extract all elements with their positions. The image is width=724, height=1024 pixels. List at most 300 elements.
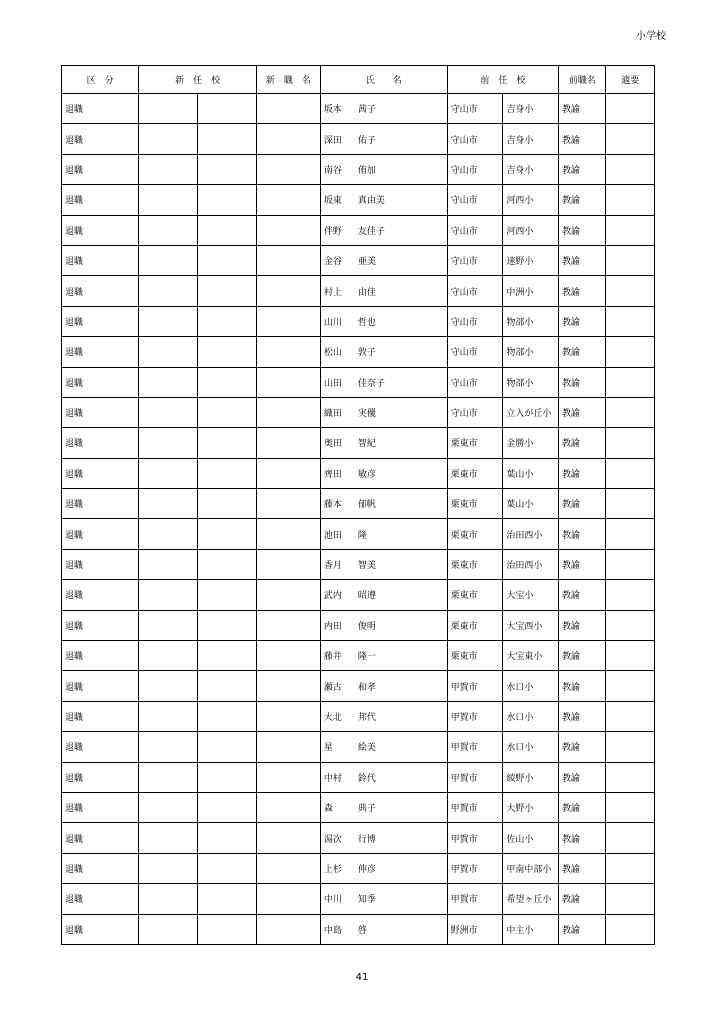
cell-kubun: 退職 [62,397,139,427]
cell-name [320,732,447,762]
cell-prev-city: 甲賀市 [447,762,503,792]
cell-name [320,337,447,367]
cell-name [320,185,447,215]
cell-name [320,671,447,701]
header-prev-school: 前 任 校 [447,66,558,94]
cell-kubun: 退職 [62,428,139,458]
given-name: 昭遵 [357,591,376,602]
given-name: 真由美 [357,196,385,207]
cell-new-school-city [139,549,198,579]
cell-notes [606,914,655,944]
cell-new-position [256,823,320,853]
cell-kubun: 退職 [62,914,139,944]
cell-name [320,884,447,914]
given-name: 敏彦 [357,469,376,480]
table-row [62,124,655,154]
cell-new-position [256,245,320,275]
surname: 藤井 [323,652,342,663]
cell-new-position [256,914,320,944]
surname: 奥田 [323,439,342,450]
table-row [62,337,655,367]
surname: 伴野 [323,226,342,237]
cell-new-position [256,519,320,549]
cell-name [320,94,447,124]
cell-new-school-name [198,306,257,336]
cell-notes [606,306,655,336]
cell-prev-position: 教諭 [559,154,606,184]
cell-name [320,701,447,731]
given-name: 亜美 [357,257,376,268]
cell-prev-position: 教諭 [559,580,606,610]
table-row [62,367,655,397]
cell-new-school-name [198,701,257,731]
cell-new-school-city [139,185,198,215]
cell-prev-school: 大宝小 [503,580,559,610]
cell-prev-school: 中洲小 [503,276,559,306]
cell-prev-school: 立入が丘小 [503,397,559,427]
cell-notes [606,853,655,883]
cell-new-position [256,641,320,671]
personnel-table [61,65,655,945]
given-name: 郁帆 [357,500,376,511]
table-row [62,306,655,336]
cell-prev-school: 大宝西小 [503,610,559,640]
cell-prev-school: 葉山小 [503,489,559,519]
cell-prev-position: 教諭 [559,306,606,336]
cell-new-position [256,94,320,124]
cell-notes [606,94,655,124]
cell-notes [606,641,655,671]
surname: 瀬古 [323,682,342,693]
cell-name [320,215,447,245]
cell-prev-school: 葉山小 [503,458,559,488]
table-row [62,276,655,306]
cell-notes [606,701,655,731]
table-row [62,792,655,822]
cell-prev-position: 教諭 [559,914,606,944]
cell-prev-city: 栗東市 [447,610,503,640]
surname: 星 [323,743,333,754]
cell-new-school-name [198,397,257,427]
cell-prev-position: 教諭 [559,549,606,579]
cell-prev-city: 守山市 [447,245,503,275]
cell-prev-school: 物部小 [503,367,559,397]
cell-prev-position: 教諭 [559,215,606,245]
cell-prev-position: 教諭 [559,276,606,306]
cell-prev-school: 河西小 [503,215,559,245]
table-row [62,94,655,124]
cell-notes [606,124,655,154]
given-name: 茜子 [357,105,376,116]
cell-prev-position: 教諭 [559,610,606,640]
cell-new-school-name [198,215,257,245]
surname: 織田 [323,409,342,420]
cell-name [320,641,447,671]
cell-new-school-city [139,884,198,914]
cell-new-position [256,337,320,367]
given-name: 友佳子 [357,226,385,237]
cell-new-school-name [198,580,257,610]
cell-new-school-city [139,94,198,124]
cell-new-school-name [198,884,257,914]
cell-prev-city: 守山市 [447,154,503,184]
cell-new-position [256,580,320,610]
cell-prev-school: 河西小 [503,185,559,215]
cell-prev-position: 教諭 [559,671,606,701]
cell-new-school-city [139,276,198,306]
cell-name [320,276,447,306]
cell-name [320,549,447,579]
table-row [62,671,655,701]
cell-new-school-name [198,519,257,549]
cell-kubun: 退職 [62,519,139,549]
cell-prev-school: 水口小 [503,701,559,731]
cell-new-school-name [198,276,257,306]
cell-kubun: 退職 [62,458,139,488]
cell-prev-position: 教諭 [559,397,606,427]
cell-prev-school: 物部小 [503,306,559,336]
cell-prev-school: 吉身小 [503,124,559,154]
cell-name [320,367,447,397]
cell-new-position [256,792,320,822]
cell-new-position [256,489,320,519]
cell-name [320,428,447,458]
cell-new-position [256,884,320,914]
cell-prev-city: 栗東市 [447,580,503,610]
cell-kubun: 退職 [62,549,139,579]
cell-prev-city: 甲賀市 [447,823,503,853]
cell-notes [606,367,655,397]
cell-new-school-city [139,792,198,822]
cell-prev-city: 野洲市 [447,914,503,944]
header-notes: 適要 [606,66,655,94]
cell-prev-city: 甲賀市 [447,884,503,914]
cell-prev-position: 教諭 [559,489,606,519]
cell-prev-school: 佐山小 [503,823,559,853]
header-kubun: 区 分 [62,66,139,94]
cell-prev-position: 教諭 [559,337,606,367]
cell-prev-city: 甲賀市 [447,671,503,701]
cell-prev-position: 教諭 [559,853,606,883]
cell-prev-school: 大宝東小 [503,641,559,671]
table-row [62,884,655,914]
cell-new-school-name [198,732,257,762]
cell-prev-city: 守山市 [447,367,503,397]
cell-new-school-city [139,124,198,154]
cell-prev-position: 教諭 [559,124,606,154]
cell-new-school-name [198,671,257,701]
cell-prev-position: 教諭 [559,428,606,458]
cell-prev-city: 甲賀市 [447,732,503,762]
cell-new-position [256,185,320,215]
cell-new-school-city [139,428,198,458]
given-name: 由佳 [357,287,376,298]
cell-notes [606,762,655,792]
cell-new-school-city [139,245,198,275]
table-body [62,94,655,945]
cell-prev-city: 守山市 [447,94,503,124]
cell-prev-city: 栗東市 [447,519,503,549]
cell-new-school-name [198,185,257,215]
cell-name [320,489,447,519]
cell-notes [606,823,655,853]
cell-kubun: 退職 [62,94,139,124]
cell-prev-position: 教諭 [559,732,606,762]
cell-prev-school: 速野小 [503,245,559,275]
cell-new-school-city [139,823,198,853]
cell-prev-city: 守山市 [447,185,503,215]
cell-kubun: 退職 [62,245,139,275]
cell-prev-school: 綾野小 [503,762,559,792]
cell-prev-position: 教諭 [559,458,606,488]
cell-new-school-name [198,154,257,184]
table-row [62,641,655,671]
cell-prev-school: 吉身小 [503,154,559,184]
table-row [62,732,655,762]
cell-new-school-name [198,792,257,822]
given-name: 侑加 [357,165,376,176]
cell-new-position [256,397,320,427]
surname: 湯次 [323,834,342,845]
given-name: 隆 [357,530,367,541]
cell-new-school-name [198,337,257,367]
cell-new-position [256,276,320,306]
cell-name [320,853,447,883]
given-name: 智美 [357,561,376,572]
cell-prev-position: 教諭 [559,245,606,275]
given-name: 典子 [357,804,376,815]
cell-new-school-city [139,367,198,397]
cell-prev-school: 水口小 [503,732,559,762]
given-name: 智紀 [357,439,376,450]
table-row [62,428,655,458]
cell-prev-city: 栗東市 [447,428,503,458]
table-row [62,823,655,853]
cell-new-position [256,853,320,883]
cell-name [320,580,447,610]
cell-new-position [256,762,320,792]
cell-notes [606,489,655,519]
cell-prev-school: 治田西小 [503,549,559,579]
cell-notes [606,549,655,579]
cell-prev-school: 治田西小 [503,519,559,549]
header-new-school: 新 任 校 [139,66,257,94]
cell-new-school-name [198,762,257,792]
surname: 上杉 [323,864,342,875]
cell-notes [606,580,655,610]
surname: 村上 [323,287,342,298]
cell-notes [606,245,655,275]
given-name: 伸彦 [357,864,376,875]
cell-new-position [256,428,320,458]
surname: 松山 [323,348,342,359]
cell-kubun: 退職 [62,732,139,762]
cell-prev-city: 栗東市 [447,549,503,579]
cell-new-position [256,549,320,579]
table-row [62,762,655,792]
surname: 内田 [323,621,342,632]
cell-new-school-city [139,154,198,184]
cell-name [320,792,447,822]
cell-prev-school: 水口小 [503,671,559,701]
given-name: 啓 [357,925,367,936]
cell-prev-position: 教諭 [559,641,606,671]
given-name: 行博 [357,834,376,845]
given-name: 絵美 [357,743,376,754]
header-prev-position: 前職名 [559,66,606,94]
cell-new-school-name [198,823,257,853]
table-row [62,914,655,944]
cell-kubun: 退職 [62,641,139,671]
cell-prev-city: 甲賀市 [447,792,503,822]
cell-new-school-city [139,580,198,610]
cell-new-position [256,732,320,762]
table-row [62,610,655,640]
cell-new-school-name [198,489,257,519]
cell-prev-position: 教諭 [559,823,606,853]
cell-notes [606,884,655,914]
cell-name [320,397,447,427]
cell-kubun: 退職 [62,154,139,184]
given-name: 哲也 [357,317,376,328]
cell-new-school-city [139,914,198,944]
cell-notes [606,397,655,427]
table-row [62,580,655,610]
cell-kubun: 退職 [62,762,139,792]
table-row [62,701,655,731]
cell-new-position [256,124,320,154]
cell-new-school-city [139,458,198,488]
cell-new-position [256,154,320,184]
table-header-row [62,66,655,94]
cell-new-position [256,701,320,731]
cell-prev-position: 教諭 [559,792,606,822]
surname: 坂東 [323,196,342,207]
cell-prev-position: 教諭 [559,519,606,549]
table-row [62,489,655,519]
cell-name [320,154,447,184]
table-row [62,185,655,215]
cell-new-school-city [139,337,198,367]
cell-prev-school: 吉身小 [503,94,559,124]
cell-new-school-name [198,245,257,275]
page-number: 41 [355,972,369,983]
cell-new-school-name [198,914,257,944]
cell-new-school-city [139,701,198,731]
cell-kubun: 退職 [62,792,139,822]
cell-prev-position: 教諭 [559,94,606,124]
cell-kubun: 退職 [62,853,139,883]
cell-new-school-name [198,610,257,640]
cell-new-school-name [198,853,257,883]
cell-prev-position: 教諭 [559,762,606,792]
cell-new-school-name [198,367,257,397]
cell-prev-city: 栗東市 [447,489,503,519]
cell-new-school-city [139,215,198,245]
cell-notes [606,428,655,458]
cell-notes [606,792,655,822]
given-name: 敦子 [357,348,376,359]
cell-notes [606,215,655,245]
cell-prev-city: 守山市 [447,397,503,427]
table-row [62,549,655,579]
cell-prev-school: 希望ヶ丘小 [503,884,559,914]
cell-prev-city: 守山市 [447,276,503,306]
table-row [62,519,655,549]
cell-kubun: 退職 [62,276,139,306]
cell-new-school-city [139,397,198,427]
surname: 藤本 [323,500,342,511]
cell-new-position [256,367,320,397]
given-name: 和孝 [357,682,376,693]
cell-kubun: 退職 [62,215,139,245]
surname: 森 [323,804,333,815]
cell-notes [606,610,655,640]
table-row [62,853,655,883]
cell-name [320,610,447,640]
cell-new-school-name [198,549,257,579]
cell-notes [606,154,655,184]
surname: 金谷 [323,257,342,268]
surname: 武内 [323,591,342,602]
cell-prev-position: 教諭 [559,367,606,397]
cell-name [320,306,447,336]
cell-kubun: 退職 [62,884,139,914]
cell-prev-school: 物部小 [503,337,559,367]
cell-prev-city: 守山市 [447,306,503,336]
cell-new-position [256,458,320,488]
cell-kubun: 退職 [62,337,139,367]
cell-prev-school: 甲南中部小 [503,853,559,883]
cell-notes [606,519,655,549]
cell-prev-position: 教諭 [559,884,606,914]
cell-notes [606,732,655,762]
cell-new-school-name [198,428,257,458]
cell-notes [606,458,655,488]
cell-kubun: 退職 [62,489,139,519]
surname: 南谷 [323,165,342,176]
cell-kubun: 退職 [62,823,139,853]
cell-prev-school: 大野小 [503,792,559,822]
cell-kubun: 退職 [62,306,139,336]
cell-notes [606,276,655,306]
cell-new-school-city [139,641,198,671]
table-row [62,215,655,245]
cell-kubun: 退職 [62,124,139,154]
cell-prev-position: 教諭 [559,701,606,731]
surname: 中島 [323,925,342,936]
cell-name [320,519,447,549]
cell-new-school-city [139,519,198,549]
given-name: 佳奈子 [357,378,385,389]
cell-new-school-city [139,671,198,701]
cell-prev-city: 甲賀市 [447,853,503,883]
given-name: 邦代 [357,713,376,723]
table-row [62,458,655,488]
cell-new-school-city [139,306,198,336]
cell-prev-position: 教諭 [559,185,606,215]
cell-new-school-city [139,732,198,762]
surname: 深田 [323,135,342,146]
cell-kubun: 退職 [62,580,139,610]
cell-notes [606,337,655,367]
cell-new-position [256,306,320,336]
cell-new-position [256,610,320,640]
cell-prev-city: 栗東市 [447,458,503,488]
cell-notes [606,671,655,701]
surname: 香月 [323,561,342,572]
cell-name [320,762,447,792]
